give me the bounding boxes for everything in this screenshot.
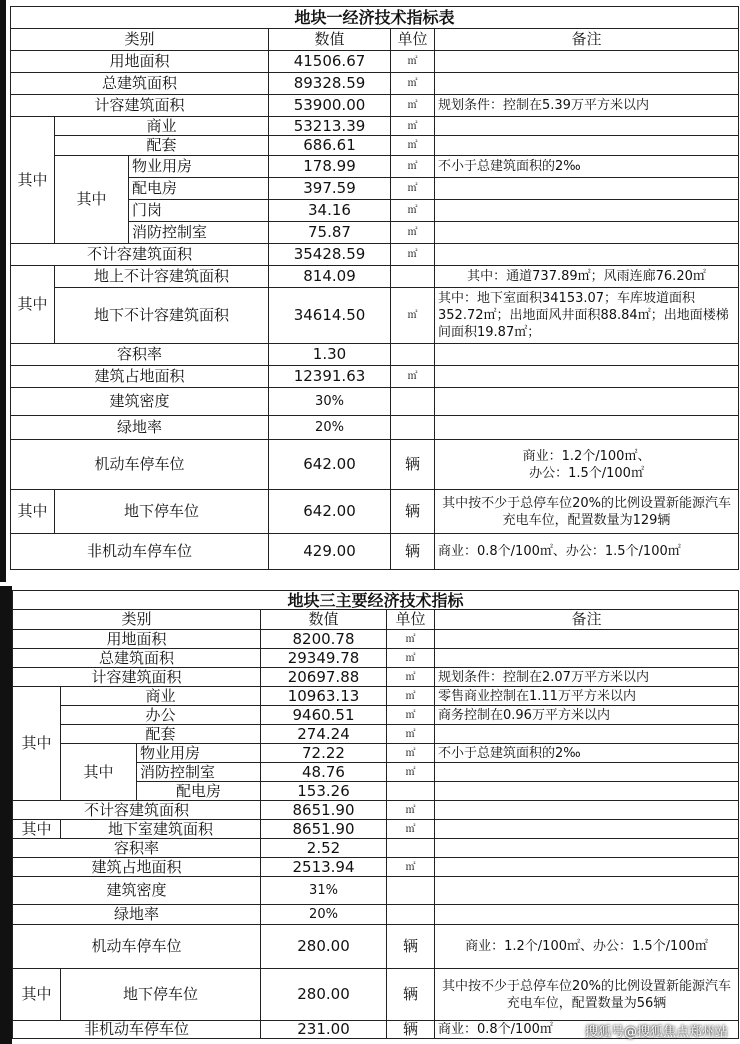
table-row: 机动车停车位 642.00 辆 商业：1.2个/100㎡、 办公：1.5个/100㎡ <box>11 440 739 490</box>
header-category: 类别 <box>11 29 269 51</box>
table-row: 非机动车停车位 429.00 辆 商业：0.8个/100㎡、办公：1.5个/100㎡ <box>11 534 739 570</box>
qizhong-label: 其中 <box>11 266 55 344</box>
table-row: 非机动车停车位 231.00 辆 商业：0.8个/100㎡ <box>13 1021 739 1039</box>
left-border-strip <box>0 0 6 582</box>
table-row: 用地面积 8200.78 ㎡ <box>13 630 739 649</box>
table-row: 机动车停车位 280.00 辆 商业：1.2个/100㎡、办公：1.5个/100㎡ <box>13 925 739 969</box>
table-row: 其中 地下停车位 642.00 辆 其中按不少于总停车位20%的比例设置新能源汽车充电车位，配置数量为129辆 <box>11 490 739 534</box>
header-category: 类别 <box>13 610 261 630</box>
table-row: 配电房 153.26 <box>13 782 739 801</box>
table-title: 地块一经济技术指标表 <box>11 7 739 29</box>
header-value: 数值 <box>269 29 391 51</box>
header-remark: 备注 <box>435 29 739 51</box>
table-row: 不计容建筑面积 8651.90 ㎡ <box>13 801 739 820</box>
table-row: 容积率 2.52 <box>13 839 739 858</box>
table-row: 配套 274.24 ㎡ <box>13 725 739 744</box>
table-row: 其中 地上不计容建筑面积 814.09 其中：通道737.89㎡；风雨连廊76.20㎡ <box>11 266 739 288</box>
qizhong-label: 其中 <box>11 117 55 244</box>
table-plot-1 <box>10 6 739 570</box>
qizhong-label: 其中 <box>13 687 61 801</box>
table-row: 用地面积 41506.67 ㎡ <box>11 51 739 73</box>
parking-remark-line2: 办公：1.5个/100㎡ <box>529 465 644 481</box>
table-row: 其中 物业用房 178.99 ㎡ 不小于总建筑面积的2‰ <box>11 156 739 178</box>
table-row: 办公 9460.51 ㎡ 商务控制在0.96万平方米以内 <box>13 706 739 725</box>
table-row: 计容建筑面积 53900.00 ㎡ 规划条件：控制在5.39万平方米以内 <box>11 95 739 117</box>
table-row: 配电房 397.59 ㎡ <box>11 178 739 200</box>
table-row: 建筑密度 30% <box>11 388 739 416</box>
table-row: 建筑占地面积 12391.63 ㎡ <box>11 366 739 388</box>
table-row: 其中 物业用房 72.22 ㎡ 不小于总建筑面积的2‰ <box>13 744 739 763</box>
header-unit: 单位 <box>391 29 435 51</box>
table-row: 消防控制室 75.87 ㎡ <box>11 222 739 244</box>
left-border-strip-lower <box>0 586 12 1044</box>
header-remark: 备注 <box>435 610 739 630</box>
table-row: 总建筑面积 89328.59 ㎡ <box>11 73 739 95</box>
table-row: 其中 地下室建筑面积 8651.90 ㎡ <box>13 820 739 839</box>
table-row: 绿地率 20% <box>13 905 739 925</box>
table-row: 地下不计容建筑面积 34614.50 ㎡ 其中：地下室面积34153.07；车库坡道面积352.72㎡；出地面风井面积88.84㎡；出地面楼梯间面积19.87㎡； <box>11 288 739 344</box>
header-value: 数值 <box>261 610 387 630</box>
header-unit: 单位 <box>387 610 435 630</box>
table-row: 其中 商业 10963.13 ㎡ 零售商业控制在1.11万平方米以内 <box>13 687 739 706</box>
table-row: 其中 商业 53213.39 ㎡ <box>11 117 739 136</box>
watermark: 搜狐号@搜狐焦点郑州站 <box>584 1025 728 1040</box>
table-plot-3 <box>12 590 739 1039</box>
table-row: 建筑占地面积 2513.94 ㎡ <box>13 858 739 877</box>
table-row: 门岗 34.16 ㎡ <box>11 200 739 222</box>
parking-remark-line1: 商业：1.2个/100㎡、 <box>522 448 651 464</box>
table-row: 消防控制室 48.76 ㎡ <box>13 763 739 782</box>
table-row: 建筑密度 31% <box>13 877 739 905</box>
qizhong-sub-label: 其中 <box>55 156 129 244</box>
table-row: 绿地率 20% <box>11 416 739 440</box>
table-title: 地块三主要经济技术指标 <box>13 591 739 610</box>
table-row: 总建筑面积 29349.78 ㎡ <box>13 649 739 668</box>
table-row: 计容建筑面积 20697.88 ㎡ 规划条件：控制在2.07万平方米以内 <box>13 668 739 687</box>
table-row: 其中 地下停车位 280.00 辆 其中按不少于总停车位20%的比例设置新能源汽车充电车位，配置数量为56辆 <box>13 969 739 1021</box>
header-row <box>11 29 739 51</box>
table-row: 配套 686.61 ㎡ <box>11 136 739 156</box>
table-row: 容积率 1.30 <box>11 344 739 366</box>
qizhong-sub-label: 其中 <box>61 744 137 801</box>
table-row: 不计容建筑面积 35428.59 ㎡ <box>11 244 739 266</box>
header-row <box>13 610 739 630</box>
